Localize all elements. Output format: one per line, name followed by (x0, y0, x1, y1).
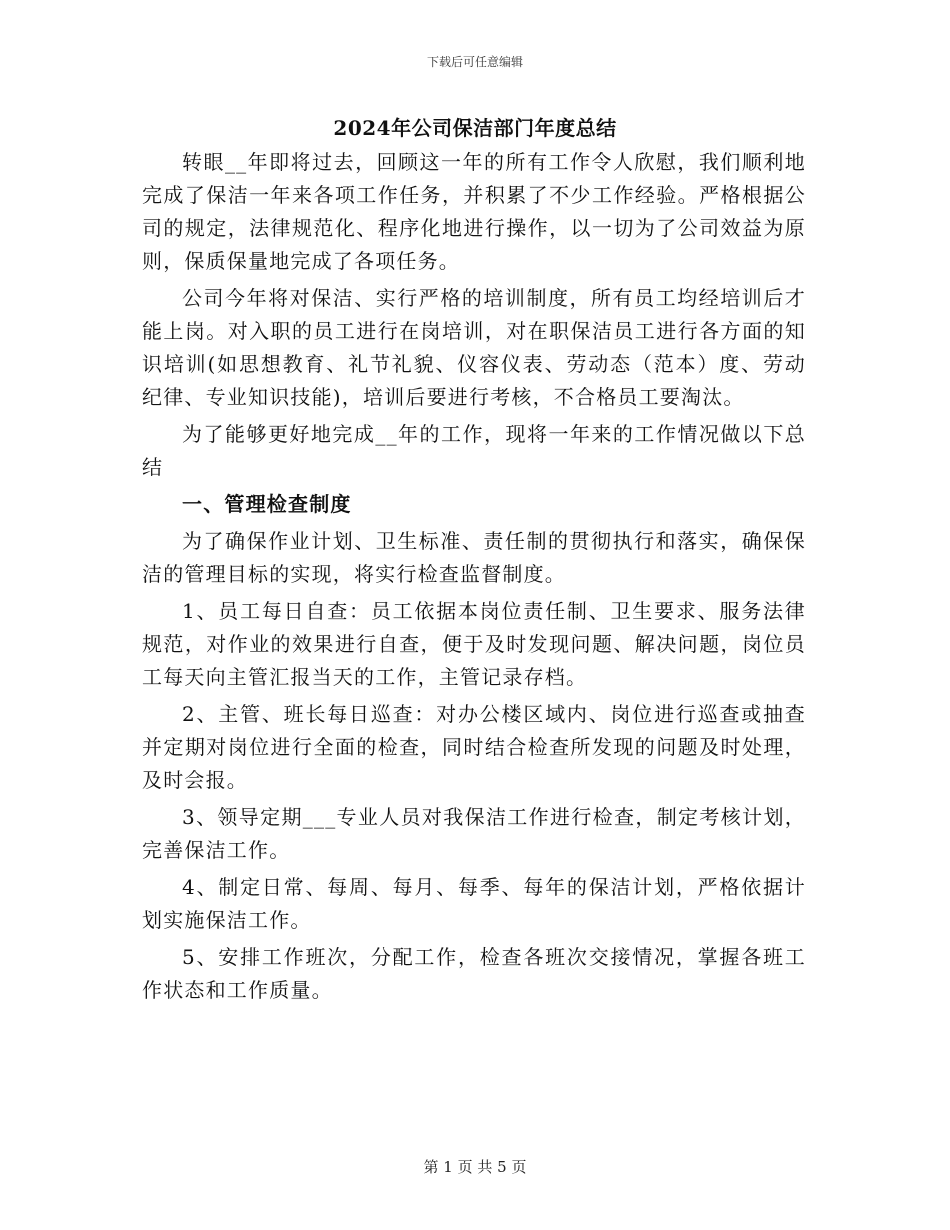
list-item-2: 2、主管、班长每日巡查：对办公楼区域内、岗位进行巡查或抽查并定期对岗位进行全面的检查，同时结合检查所发现的问题及时处理，及时会报。 (142, 702, 806, 792)
document-title: 2024年公司保洁部门年度总结 (333, 116, 617, 140)
section-heading-management: 一、管理检查制度 (182, 492, 352, 516)
page-number: 第 1 页 共 5 页 (423, 1158, 527, 1176)
paragraph-inspection-system: 为了确保作业计划、卫生标准、责任制的贯彻执行和落实，确保保洁的管理目标的实现，将实行检查监督制度。 (142, 529, 806, 586)
list-item-5: 5、安排工作班次，分配工作，检查各班次交接情况，掌握各班工作状态和工作质量。 (142, 945, 806, 1002)
list-item-1: 1、员工每日自查：员工依据本岗位责任制、卫生要求、服务法律规范，对作业的效果进行自查，便于及时发现问题、解决问题，岗位员工每天向主管汇报当天的工作，主管记录存档。 (142, 599, 806, 689)
paragraph-summary-lead: 为了能够更好地完成__年的工作，现将一年来的工作情况做以下总结 (142, 422, 806, 479)
paragraph-intro: 转眼__年即将过去，回顾这一年的所有工作令人欣慰，我们顺利地完成了保洁一年来各项工作任务，并积累了不少工作经验。严格根据公司的规定，法律规范化、程序化地进行操作，以一切为了公司效益为原则，保质保量地完成了各项任务。 (142, 150, 806, 273)
paragraph-training: 公司今年将对保洁、实行严格的培训制度，所有员工均经培训后才能上岗。对入职的员工进行在岗培训，对在职保洁员工进行各方面的知识培训(如思想教育、礼节礼貌、仪容仪表、劳动态（范本）度、劳动纪律、专业知识技能)，培训后要进行考核，不合格员工要淘汰。 (142, 286, 806, 409)
header-note: 下载后可任意编辑 (426, 55, 523, 69)
document-body (142, 146, 806, 1011)
list-item-3: 3、领导定期___专业人员对我保洁工作进行检查，制定考核计划，完善保洁工作。 (142, 805, 806, 862)
list-item-4: 4、制定日常、每周、每月、每季、每年的保洁计划，严格依据计划实施保洁工作。 (142, 875, 806, 932)
